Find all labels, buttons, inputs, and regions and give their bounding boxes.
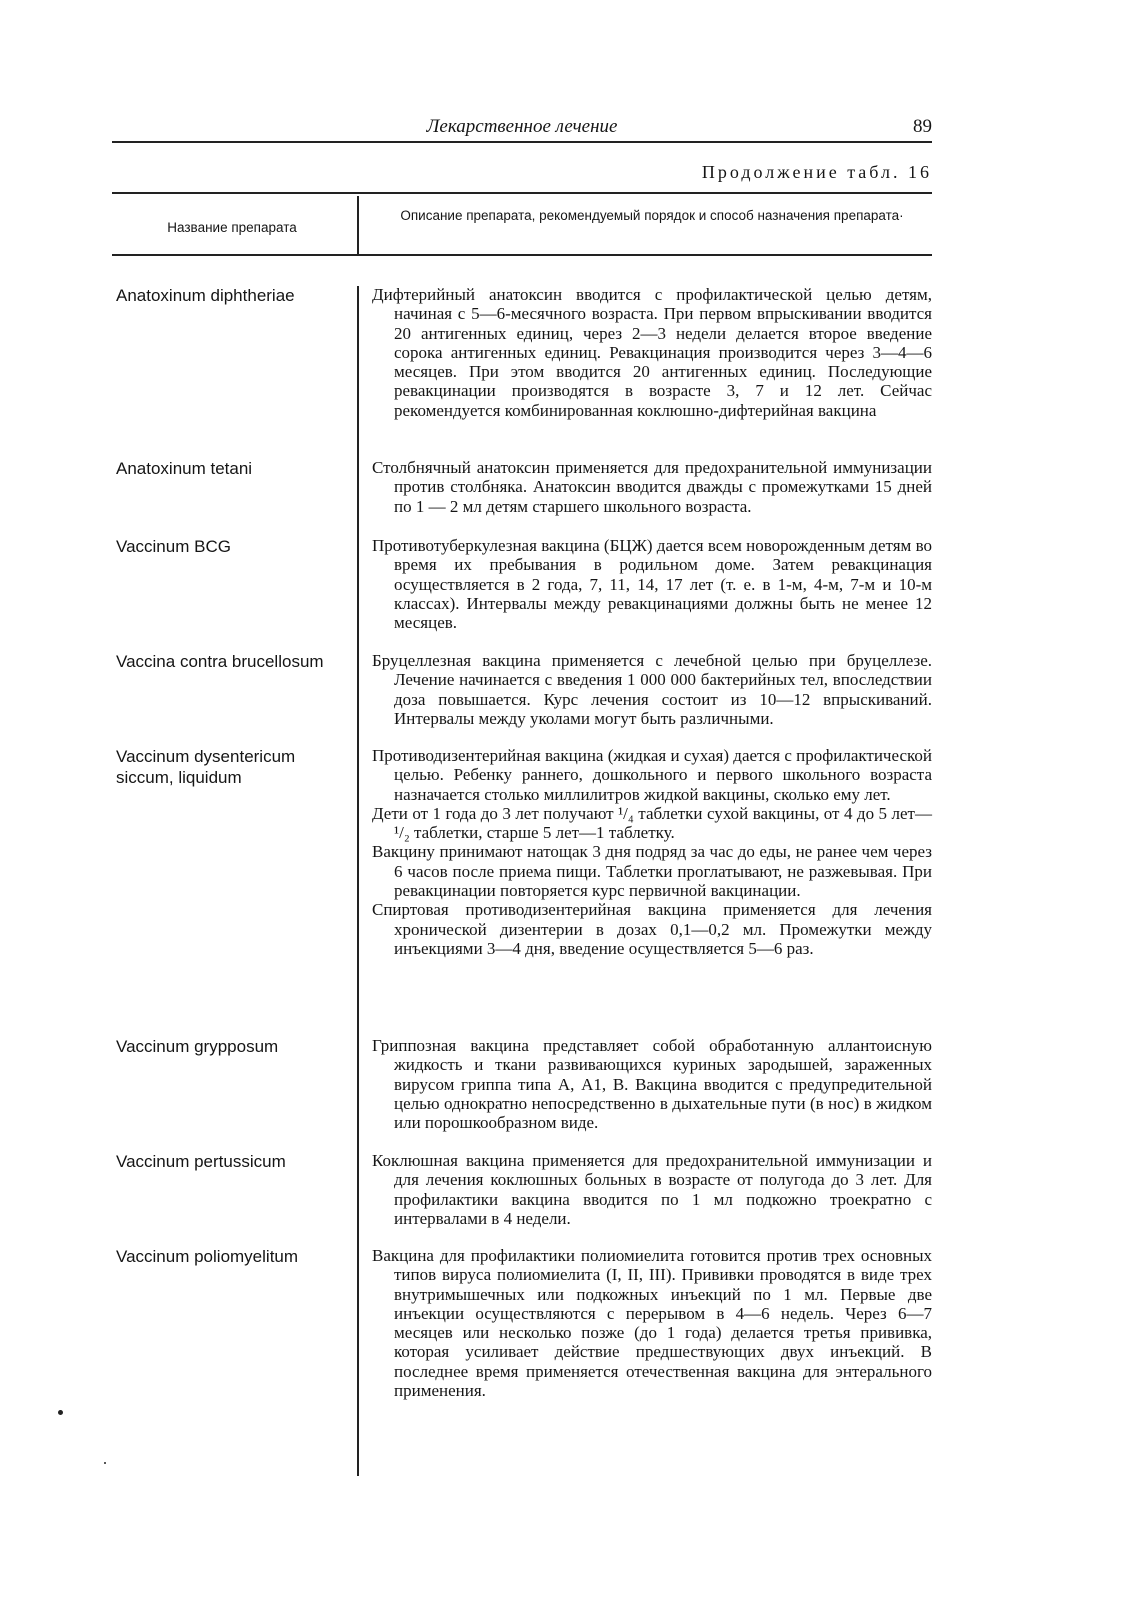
drug-description <box>372 458 932 516</box>
column-header-name: Название препарата <box>167 220 297 235</box>
drug-name: Vaccinum BCG <box>116 537 231 556</box>
drug-description <box>372 746 932 958</box>
description-paragraph: Бруцеллезная вакцина применяется с лечебной целью при бруцеллезе. Лечение начинается с введения 1 000 000 бактерийных тел, впоследствии доза повышается. Курс лечения состоит из 10—12 впрыскиваний. Интервалы между уколами могут быть различными. <box>372 651 932 728</box>
drug-name: Anatoxinum tetani <box>116 459 253 478</box>
description-paragraph: Гриппозная вакцина представляет собой обработанную аллантоисную жидкость и ткани развивающихся куриных зародышей, зараженных вирусом гриппа типа А, А1, В. Вакцина вводится с предупредительной целью однократно непосредственно в дыхательные пути (в нос) в жидком или порошкообразном виде. <box>372 1036 932 1133</box>
table-top-rule <box>112 192 932 194</box>
header-rule <box>112 141 932 143</box>
drug-name: Anatoxinum diphtheriae <box>116 286 295 305</box>
drug-description <box>372 285 932 420</box>
drug-description <box>372 1246 932 1400</box>
continuation-label: Продолжение табл. 16 <box>701 162 932 182</box>
description-paragraph: Спиртовая противодизентерийная вакцина применяется для лечения хронической дизентерии в дозах 0,1—0,2 мл. Промежутки между инъекциями 3—4 дня, введение осуществляется 5—6 раз. <box>372 900 932 958</box>
running-head-title: Лекарственное лечение <box>426 116 618 137</box>
drug-name: Vaccinum grypposum <box>116 1037 279 1056</box>
drug-description <box>372 536 932 632</box>
drug-name: Vaccinum pertussicum <box>116 1152 286 1171</box>
column-header-description: Описание препарата, рекомендуемый порядок и способ назначения препарата· <box>400 208 904 223</box>
description-paragraph: Противотуберкулезная вакцина (БЦЖ) дается всем новорожденным детям во время их пребывания в родильном доме. Затем ревакцинация осуществляется в 2 года, 7, 11, 14, 17 лет (т. е. в 1-м, 4-м, 7-м и 10-м классах). Интервалы между ревакцинациями должны быть не менее 12 месяцев. <box>372 536 932 633</box>
drug-name: Vaccinum dysentericum siccum, liquidum <box>116 747 296 787</box>
table-header-rule <box>112 254 932 256</box>
drug-description <box>372 1036 932 1132</box>
page-number: 89 <box>913 116 932 137</box>
body-column-divider <box>357 286 359 1476</box>
drug-name: Vaccinum poliomyelitum <box>116 1247 299 1266</box>
header-column-divider <box>357 196 359 254</box>
description-paragraph: Вакцина для профилактики полиомиелита готовится против трех основных типов вируса полиомиелита (I, II, III). Прививки проводятся в виде трех внутримышечных или подкожных инъекций по 1 мл. Первые две инъекции осуществляются с перерывом в 4—6 недель. Через 6—7 месяцев или несколько позже (до 1 года) делается третья прививка, которая усиливает действие предшествующих двух инъекций. В последнее время применяется отечественная вакцина для энтерального применения. <box>372 1246 932 1401</box>
description-paragraph: Вакцину принимают натощак 3 дня подряд за час до еды, не ранее чем через 6 часов после приема пищи. Таблетки проглатывают, не разжевывая. При ревакцинации повторяется курс первичной вакцинации. <box>372 842 932 901</box>
drug-name: Vaccina contra brucellosum <box>116 652 324 671</box>
description-paragraph: Противодизентерийная вакцина (жидкая и сухая) дается с профилактической целью. Ребенку раннего, дошкольного и первого школьного возраста назначается столько миллилитров жидкой вакцины, сколько ему лет. <box>372 746 932 804</box>
description-paragraph: Коклюшная вакцина применяется для предохранительной иммунизации и для лечения коклюшных больных в возрасте от полугода до 3 лет. Для профилактики вакцина вводится по 1 мл подкожно троекратно с интервалами в 4 недели. <box>372 1151 932 1228</box>
drug-description <box>372 1151 932 1228</box>
scan-speck <box>58 1410 63 1415</box>
scan-speck <box>104 1462 106 1464</box>
description-paragraph: Дети от 1 года до 3 лет получают ¹/₄ таблетки сухой вакцины, от 4 до 5 лет—¹/₂ таблетки, старше 5 лет—1 таблетку. <box>372 803 932 843</box>
drug-description <box>372 651 932 728</box>
description-paragraph: Дифтерийный анатоксин вводится с профилактической целью детям, начиная с 5—6-месячного возраста. При первом впрыскивании вводится 20 антигенных единиц, через 2—3 недели делается второе введение сорока антигенных единиц. Ревакцинация производится через 3—4—6 месяцев. При этом вводится 20 антигенных единиц. Последующие ревакцинации производятся в возрасте 3, 7 и 12 лет. Сейчас рекомендуется комбинированная коклюшно-дифтерийная вакцина <box>372 285 932 420</box>
description-paragraph: Столбнячный анатоксин применяется для предохранительной иммунизации против столбняка. Анатоксин вводится дважды с промежутками 15 дней по 1 — 2 мл детям старшего школьного возраста. <box>372 458 932 516</box>
